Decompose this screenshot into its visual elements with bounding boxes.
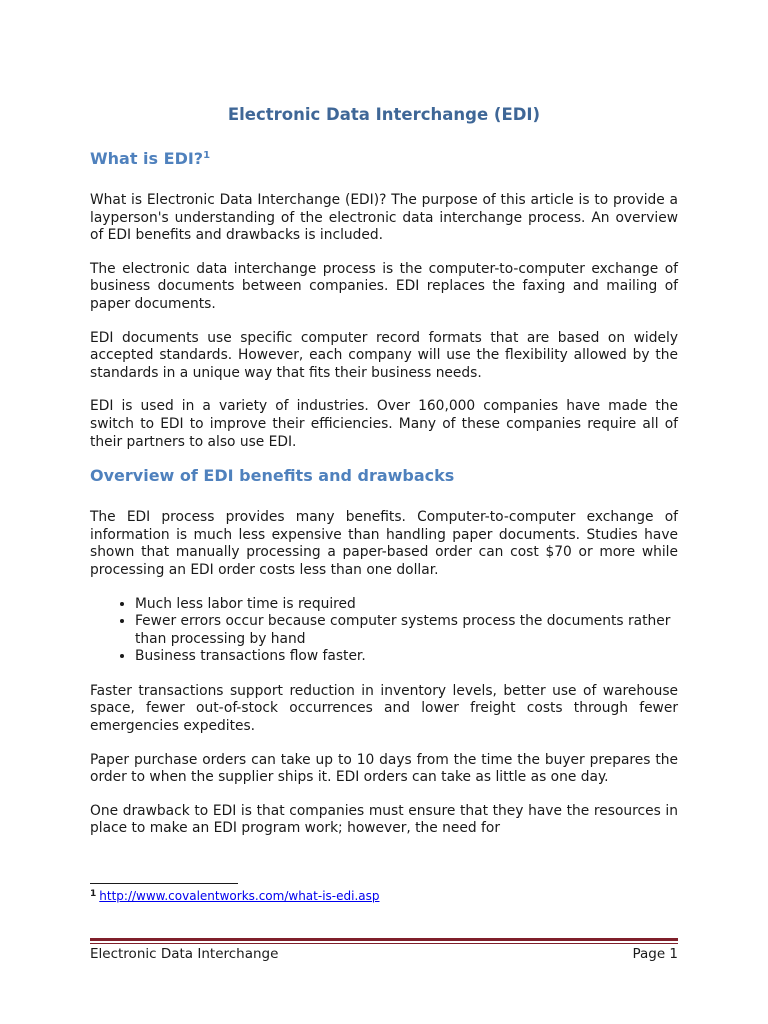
list-item: • Much less labor time is required [135, 596, 678, 614]
section-heading-overview: Overview of EDI benefits and drawbacks [90, 466, 455, 486]
benefits-list [90, 596, 678, 666]
paragraph: Paper purchase orders can take up to 10 days from the time the buyer prepares the order to when the supplier ships it. EDI orders can take as little as one day. [90, 751, 678, 786]
document-title: Electronic Data Interchange (EDI) [227, 105, 541, 124]
footer-rule-thin [90, 943, 678, 944]
footer-document-name: Electronic Data Interchange [90, 946, 279, 962]
footer-page-number: Page 1 [632, 946, 678, 962]
footnote-link[interactable]: http://www.covalentworks.com/what-is-edi.asp [99, 889, 380, 903]
section-heading-text: What is EDI? [90, 149, 204, 168]
paragraph: Faster transactions support reduction in inventory levels, better use of warehouse space, fewer out-of-stock occurrences and lower freight costs through fewer emergencies expedites. [90, 682, 678, 735]
footnote [90, 888, 379, 904]
footer-rule-thick [90, 938, 678, 941]
footnote-reference[interactable]: 1 [203, 150, 211, 161]
paragraph: The electronic data interchange process is the computer-to-computer exchange of business documents between companies. EDI replaces the faxing and mailing of paper documents. [90, 260, 678, 312]
list-item: • Fewer errors occur because computer systems process the documents rather than processing by hand [135, 613, 678, 648]
paragraph: The EDI process provides many benefits. Computer-to-computer exchange of information is much less expensive than handling paper documents. Studies have shown that manually processing a paper-based order can cost $70 or more while processing an EDI order costs less than one dollar. [90, 509, 678, 578]
section-heading-what-is-edi [90, 149, 678, 169]
paragraph: One drawback to EDI is that companies must ensure that they have the resources in place to make an EDI program work; however, the need for [90, 802, 678, 837]
page-content [90, 104, 678, 854]
footnote-marker: 1 [90, 889, 97, 899]
paragraph: What is Electronic Data Interchange (EDI)? The purpose of this article is to provide a layperson's understanding of the electronic data interchange process. An overview of EDI benefits and drawbacks is included. [90, 192, 678, 244]
paragraph: EDI is used in a variety of industries. Over 160,000 companies have made the switch to EDI to improve their efficiencies. Many of these companies require all of their partners to also use EDI. [90, 398, 678, 450]
footnote-separator [90, 883, 238, 884]
list-item: • Business transactions flow faster. [135, 648, 678, 666]
paragraph: EDI documents use specific computer record formats that are based on widely accepted standards. However, each company will use the flexibility allowed by the standards in a unique way that fits their business needs. [90, 329, 678, 381]
